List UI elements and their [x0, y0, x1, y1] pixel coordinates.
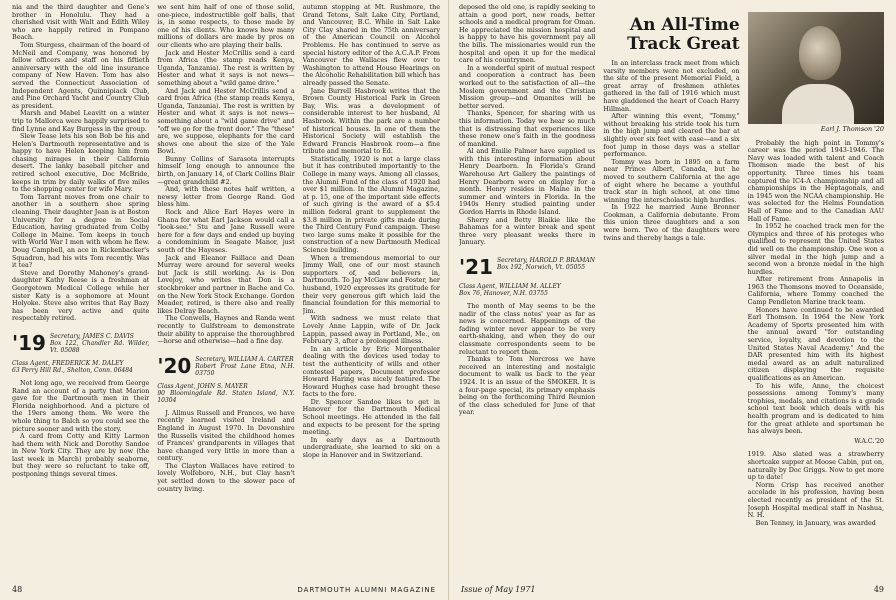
paragraph: Not long ago, we received from George Rand an account of a party that Marion gave for the Dartmouth men in their Florida neighborhood. And a picture of the 19ers among them. We were the whole thing to Balch so you could see the picture sooner and with the story. — [12, 378, 150, 433]
class-year: '19 — [12, 330, 46, 355]
paragraph: Steve and Dorothy Mahoney's grand-daughter Kathy Reese is a freshman at Georgetown Medical College while her sister Katy is a sophomore at Mount Holyoke. Steve also writes that Ray Bazy has been very active and quite respectably retired. — [12, 268, 150, 323]
agent-title: Class Agent, WILLIAM M. ALLEY — [459, 283, 561, 290]
paragraph: Tom Sturgess, chairman of the board of McNeil and Company, was honored by fellow officers and staff on his fiftieth anniversary with the old line insurance company of New Haven. Tom has also served the Connecticut Association of Independent Agents, Quinnipiack Club, and Pine Orchard Yacht and Country Club as president. — [12, 40, 150, 110]
paragraph: Jane Burrell Hasbrook writes that the Brown County Historical Park in Green Bay, Wis. was a development of considerable interest to her husband, Al Hasbrook. Within the park are a number of historical houses. In one of them the Historical Society will establish the Edward Francis Hasbrook room—a fine tribute and memorial to Ed. — [302, 86, 440, 156]
paragraph: After retirement from Annapolis in 1963 the Thomsons moved to Oceanside, California, where Tommy coached the Camp Pendleton Marine track team. — [747, 275, 884, 307]
paragraph: we sent him half of one of those solid, one-piece, indestructible golf balls, that is, in some respects, to those made by one of his clients. Who knows how many millions of dollars are made by pros on our clients who are playing their balls. — [157, 4, 295, 49]
paragraph: Al and Emilie Palmer have supplied us with this interesting information about Henry Dearborn. In Florida's Grand Warehouse Art Gallery the paintings of Henry Dearborn were on display for a month. Henry resides in Maine in the summer and winters in Florida. In the 1940s Henry studied painting under Gordon Harris in Rhode Island. — [459, 147, 596, 217]
class-year: '21 — [459, 255, 493, 279]
agent-address: Box 76, Hanover, N.H. 03755 — [459, 290, 548, 297]
secretary-info — [497, 257, 595, 271]
paragraph: Statistically, 1920 is not a large class but it has contributed importantly to the College in many ways. Among all classes, the Alumni Fund of the class of 1920 had over $1 million. In the Alumni Magazine, at p. 15, one of the important side effects of such giving is the award of a $5.4 million federal grant to supplement the $3.8 million in private gifts made during the Third Century Fund campaign. These two large sums make it possible for the construction of a new Dartmouth Medical Science building. — [302, 154, 440, 254]
paragraph: In an article by Eric Morgenthaler dealing with the devices used today to test the authenticity of wills and other contested papers, Document professor Howard Haring was nicely featured. The Howard Hughes case had brought these facts to the fore. — [302, 344, 440, 399]
magazine-title: DARTMOUTH ALUMNI MAGAZINE — [297, 585, 436, 594]
page-number: 48 — [12, 585, 23, 594]
right-column-3 — [748, 4, 884, 574]
paragraph: With sadness we must relate that Lovely Anne Lappin, wife of Dr. Jack Lappin, passed away in Portland, Me., on February 3, after a prolonged illness. — [302, 314, 440, 346]
left-page-columns — [12, 4, 440, 574]
left-column-3 — [303, 4, 440, 574]
portrait-face — [799, 26, 841, 80]
paragraph: To his wife, Anne, the choicest possessions among Tommy's many trophies, medals, and citations is a grade school text book which deals with his health program and is dedicated to him for the great athlete and sportsman he has always been. — [747, 381, 884, 436]
paragraph: In a wonderful spirit of mutual respect and cooperation a contract has been worked out to the satisfaction of all—the Moslem government and the Christian Mission group—and Omanites will be better served. — [459, 63, 596, 110]
left-column-2 — [157, 4, 294, 574]
paragraph: After winning this event, "Tommy," without breaking his stride took his turn in the high jump and cleared the bar at slightly over six feet with ease—and a six foot jump in those days was a stellar performance. — [603, 112, 740, 159]
agent-address: 63 Perry Hill Rd., Shelton, Conn. 06484 — [12, 366, 133, 374]
secretary-title: Secretary, HAROLD P. BRAMAN — [496, 257, 595, 264]
paragraph: Dr. Spencer Sandoe likes to get in Hanover for the Dartmouth Medical School meetings. He attended in the fall and expects to be present for the spring meeting. — [302, 397, 440, 437]
paragraph: Ben Tenney, in January, was awarded — [755, 518, 876, 527]
agent-title: Class Agent, FREDERICK M. DALEY — [12, 359, 124, 367]
secretary-title: Secretary, WILLIAM A. CARTER — [195, 355, 294, 363]
portrait-shirt — [782, 84, 854, 124]
paragraph: The month of May seems to be the nadir of the class notes' year as far as news is concerned. Happenings of the fading winter never appear to be very earth-shaking, and when they do our classmate correspondents seem to be reluctant to report them. — [459, 302, 596, 356]
page-number: 49 — [873, 585, 884, 594]
secretary-address: Robert Frost Lane Etna, N.H. 03750 — [195, 362, 295, 377]
secretary-title: Secretary, JAMES C. DAVIS — [49, 332, 134, 340]
left-page-footer — [12, 585, 436, 594]
paragraph: In 1952 he coached track men for the Olympics and three of his proteges who qualified to represent the United States did well on the championship. One won a silver medal in the high jump and a second won a bronze medal in the high hurdles. — [747, 222, 884, 276]
paragraph: And, with these notes half written, a newsy letter from George Rand. God bless him. — [157, 185, 295, 209]
paragraph: Bunny Collins of Sarasota interrupts himself long enough to announce the birth, on January 14, of Clark Collins Blair—great grandchild #2. — [157, 154, 295, 186]
paragraph: Thanks to Tom Norcross we have received an interesting and nostalgic document to walk us back to the year 1924. It is an issue of the SMOKER. It is a four-page special, its primary emphasis being on the forthcoming Third Reunion of the class scheduled for June of that year. — [459, 355, 596, 417]
portrait-photo — [748, 12, 884, 124]
paragraph: Honors have continued to be awarded Earl Thomson. In 1964 the New York Academy of Sports presented him with the annual award "for outstanding service, loyalty, and devotion to the United States Naval Academy." And the DAR presented him with its highest medal award as an adult naturalized citizen displaying the requisite qualifications as an American. — [747, 305, 884, 382]
right-page-footer — [461, 585, 884, 594]
class-1919-header — [12, 330, 150, 355]
paragraph: Slew Tease lets his son Bob be his and Helen's Dartmouth representative and is happy to have Helen keeping him from chasing mirages in their California desert. The lanky baseball pitcher and retired school executive, Doc McBride, keeps in trim by daily walks of five miles to the shopping center for wife Mary. — [12, 132, 150, 194]
paragraph: J. Allmus Russell and Frances, we have recently learned visited Ireland and England in August 1970. In Devonshire the Russells visited the childhood homes of Frances' grandparents in villages that have changed very little in more than a century. — [157, 408, 295, 463]
secretary-address: Box 192, Norwich, Vt. 05055 — [496, 264, 586, 271]
paragraph: When a tremendous memorial to our Jimmy Wall, one of our most staunch supporters of, and believers in, Dartmouth. To Jay McGaw and Foster, her husband, 1920 expresses its gratitude for their very generous gift which laid the financial foundation for this memorial to Jim. — [302, 253, 440, 315]
author-signature: W.A.C.'20 — [854, 437, 884, 445]
photo-caption: Earl J. Thomson '20 — [820, 125, 884, 133]
paragraph: 1919. Also slated was a strawberry shortcake supper at Moose Cabin, put on, naturally by Doc Griggs. Now to get more up to date! — [747, 450, 884, 482]
paragraph: Probably the high point in Tommy's career was the period 1943-1946. The Navy was loaded with talent and Coach Thomson made the best of his opportunity. Three times his team captured the IC4-A championship and all championships in the Heptagonals, and in 1945 won the NCAA championship. He was selected for the Helms Foundation Hall of Fame and to the Canadian AAU Hall of Fame. — [747, 138, 884, 223]
secretary-address: Box 122, Chandler Rd. Wilder, Vt. 05088 — [49, 339, 150, 354]
paragraph: In early days as a Dartmouth undergraduate, she learned to ski on a slope in Hanover and in Switzerland. — [302, 435, 440, 460]
paragraph: Tommy was born in 1895 on a farm near Prince Albert, Canada, but he moved to southern California at the age of eight where he became a youthful track star in high school, at one time winning the interscholastic high hurdles. — [603, 157, 740, 204]
paragraph: The Conwells, Haynes and Randa went recently to Gulfstream to demonstrate their ability to appraise the thoroughbred—horse and otherwise—had a fine day. — [157, 314, 295, 346]
paragraph: In an interclass track meet from which varsity members were not excluded, on the site of the present Memorial Field, a great array of freshmen athletes gathered in the fall of 1916 which must have gladdened the heart of Coach Harry Hillman. — [603, 59, 740, 113]
secretary-info — [195, 356, 294, 377]
paragraph: autumn stopping at Mt. Rushmore, the Grand Tetons, Salt Lake City, Portland, and Vancouver, B.C. While in Salt Lake City Clay shared in the 75th anniversary of the American Council on Alcohol Problems. He has continued to serve as special history editor of the A.C.A.P. From Vancouver the Wallaces flew over to Washington to attend House Hearings on the Alcoholic Rehabilitation bill which has already passed the Senate. — [302, 4, 440, 87]
agent-title: Class Agent, JOHN S. MAYER — [157, 382, 248, 390]
class-agent-info — [459, 283, 595, 297]
class-1920-header — [157, 353, 295, 378]
paragraph: Jack and Eleanor Faillace and Dean Murray were around for several weeks but Jack is still working. As is Don Lovejoy, who writes that Don is a stockbroker and partner in Bache and Co. on the New York Stock Exchange. Gordon Meader, retired, is there also and really likes Delray Beach. — [157, 253, 295, 315]
agent-address: 90 Bloomingdale Rd. Staten Island, N.Y. 10304 — [157, 389, 295, 404]
paragraph: A card from Cotty and Kitty Larmon had them with Nick and Dorothy Sandoe in New York City. They are by now (the last week in March) probably seaborne, but they were so reluctant to take off, postponing things several times. — [12, 432, 150, 479]
paragraph: deposed the old one, is rapidly seeking to attain a good port, new roads, better schools and a medical program for Oman. He appreciated the mission hospital and is happy to have his government pay all the bills. The missionaries would run the hospital and open it up for the medical care of his countrymen. — [459, 4, 596, 65]
paragraph: Thanks, Spencer, for sharing with us this information. Today we hear so much that is distressing that experiences like these renew one's faith in the goodness of mankind. — [459, 109, 596, 148]
paragraph: Norm Crisp has received another accolade in his profession, having been elected recently as president of the St. Joseph Hospital medical staff in Nashua, N. H. — [747, 480, 884, 520]
secretary-info — [50, 333, 149, 354]
paragraph: Jack and Hester McCrillis send a card from Africa (the stamp reads Kenya, Uganda, Tanzania). The rest is written by Hester and what it says is not news—something about a "wild game drive." — [157, 48, 295, 87]
right-column-1 — [459, 4, 595, 574]
paragraph: Sherry and Betty Blaikie like the Bahamas for a winter break and spent three very pleasant weeks there in January. — [459, 215, 596, 247]
left-column-1 — [12, 4, 149, 574]
class-agent-info — [12, 360, 149, 374]
right-page — [448, 0, 896, 600]
paragraph: And Jack and Hester McCrillis send a card from Africa (the stamp reads Kenya, Uganda, Tanzania). The rest is written by Hester and what it says is not news—something about a "wild game drive" and "off we go for the front door." The "these" are, we suppose, elephants for the card shows one about the size of the Yale Bowl. — [157, 86, 295, 156]
paragraph: The Clayton Wallaces have retired to lovely Wolfeboro, N.H., but Clay hasn't yet settled down to the slower pace of country living. — [157, 461, 295, 493]
paragraph: Tom Tarrant moves from one chair to another in a southern shoe spring cleaning. Their daughter Jean is at Boston University for a degree in Social Education, having graduated from Colby College in Maine. Tom keeps in touch with World War I men with whom he flew. Doug Campbell, an ace in Rickenbacker's Squadron, had his wits Tom recently. Was it tea? — [12, 192, 150, 270]
paragraph: Rock and Alice Earl Hayes were in Ghana for what Earl Jackson would call a "look-see." Stu and Jane Russell were here for a few days and ended up buying a condominium in Seagate Manor, just south of the Hayeses. — [157, 208, 295, 254]
right-page-columns — [459, 4, 884, 574]
class-1921-header — [459, 257, 595, 277]
issue-label: Issue of May 1971 — [461, 585, 536, 594]
class-agent-info — [157, 383, 294, 404]
paragraph: In 1922 he married Aune Bronner Cookman, a California debutante. From this union three daughters and a son were born. Two of the daughters were twins and thereby hangs a tale. — [603, 203, 740, 242]
article-headline: An All-Time Track Great — [627, 15, 740, 54]
paragraph: Marsh and Mabel Leavitt on a winter trip to Mallorca were happily surprised to find Lynne and Kay Burgess in the group. — [12, 109, 150, 133]
class-year: '20 — [157, 353, 192, 378]
right-column-2 — [603, 4, 739, 574]
paragraph: nia and the third daughter and Gene's brother in Honolulu. They had a cherished visit with Walt and Edith Wiley who are happily retired in Pompano Beach. — [12, 4, 150, 42]
